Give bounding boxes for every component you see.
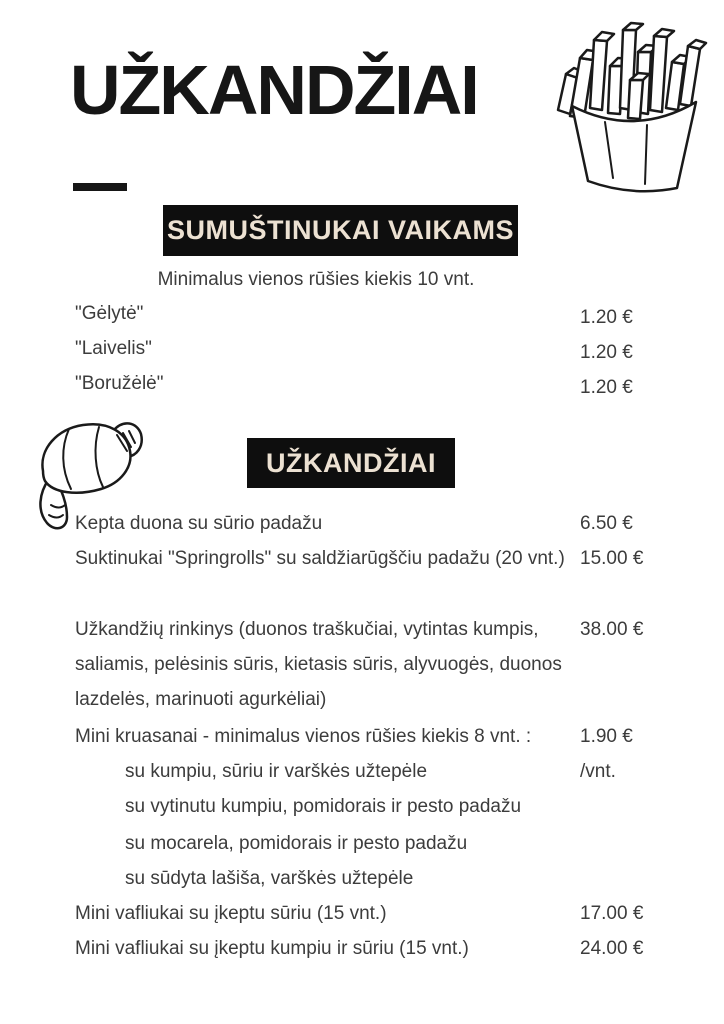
menu-item-row: [75, 506, 649, 541]
menu-subitem-name: su mocarela, pomidorais ir pesto padažu: [125, 833, 468, 854]
menu-item-row: [75, 612, 649, 717]
menu-item-name: Mini vafliukai su įkeptu kumpiu ir sūriu (15 vnt.): [75, 938, 469, 959]
section-note: Minimalus vienos rūšies kiekis 10 vnt.: [157, 269, 475, 290]
menu-item-price: 1.20 €: [580, 307, 633, 328]
menu-item-name: Užkandžių rinkinys (duonos traškučiai, vytintas kumpis, saliamis, pelėsinis sūris, kietasis sūris, alyvuogės, duonos lazdelės, marinuoti agurkėliai): [75, 619, 562, 710]
menu-item-row: [75, 331, 649, 366]
menu-item-name: "Gėlytė": [75, 303, 144, 324]
menu-subitem-name: su vytinutu kumpiu, pomidorais ir pesto padažu: [125, 796, 522, 817]
menu-item-row: [75, 366, 649, 401]
title-underline-dash: [73, 183, 127, 191]
menu-item-price-value: 1.90 €: [580, 726, 633, 747]
menu-item-row: [75, 541, 649, 576]
menu-item-name: Suktinukai "Springrolls" su saldžiarūgščiu padažu (20 vnt.): [75, 548, 565, 569]
menu-item-price: 15.00 €: [580, 548, 644, 569]
menu-item-row: [75, 896, 649, 931]
page-title: UŽKANDŽIAI: [70, 51, 478, 129]
fries-sticks: [558, 23, 706, 119]
menu-item-price: 1.20 €: [580, 377, 633, 398]
menu-item-price: 6.50 €: [580, 513, 633, 534]
section-banner-sumustinukai-vaikams: SUMUŠTINUKAI VAIKAMS: [163, 205, 518, 256]
menu-item-name: Mini kruasanai - minimalus vienos rūšies kiekis 8 vnt. :: [75, 726, 532, 747]
menu-item-row: [75, 296, 649, 331]
menu-item-price-unit: /vnt.: [580, 761, 616, 782]
menu-item-name: Mini vafliukai su įkeptu sūriu (15 vnt.): [75, 903, 387, 924]
menu-subitem-row: [75, 754, 649, 789]
menu-subitem-name: su kumpiu, sūriu ir varškės užtepėle: [125, 761, 428, 782]
menu-subitem-row: [75, 789, 649, 824]
menu-subitem-name: su sūdyta lašiša, varškės užtepėle: [125, 868, 414, 889]
menu-subitem-row: [75, 861, 649, 896]
menu-item-price: 17.00 €: [580, 903, 644, 924]
menu-item-name: "Boružėlė": [75, 373, 164, 394]
french-fries-illustration-icon: [550, 18, 720, 196]
section-banner-uzkandziai: UŽKANDŽIAI: [247, 438, 455, 488]
menu-subitem-row: [75, 826, 649, 861]
menu-item-name: "Laivelis": [75, 338, 152, 359]
menu-item-name: Kepta duona su sūrio padažu: [75, 513, 323, 534]
menu-item-price: 1.20 €: [580, 342, 633, 363]
menu-item-row: [75, 931, 649, 966]
menu-item-price: 24.00 €: [580, 938, 644, 959]
menu-item-price: 38.00 €: [580, 619, 644, 640]
